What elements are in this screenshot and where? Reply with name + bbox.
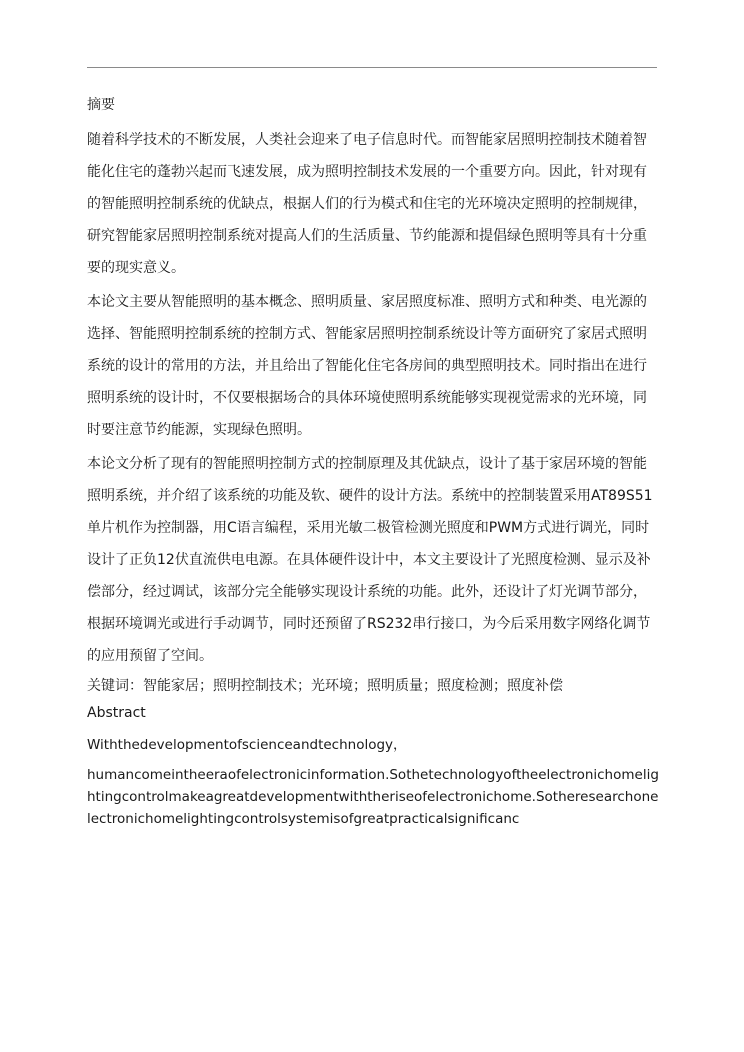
keywords-line: 关键词：智能家居；照明控制技术；光环境；照明质量；照度检测；照度补偿 bbox=[87, 678, 563, 694]
abstract-en-body: humancomeintheeraofelectronicinformation.Sothetechnologyoftheelectronichomelightingcontrolmakeagreatdevelopmentwiththeriseofelectronichome.Sotheresearchonelectronichomelightingcontrolsystemisofgreatpracticalsignificanc bbox=[87, 767, 659, 827]
abstract-cn-heading: 摘要 bbox=[87, 97, 115, 113]
document-body bbox=[87, 92, 659, 830]
header-rule bbox=[87, 67, 657, 68]
abstract-cn-paragraph-2: 本论文主要从智能照明的基本概念、照明质量、家居照度标准、照明方式和种类、电光源的选择、智能照明控制系统的控制方式、智能家居照明控制系统设计等方面研究了家居式照明系统的设计的常用的方法，并且给出了智能化住宅各房间的典型照明技术。同时指出在进行照明系统的设计时，不仅要根据场合的具体环境使照明系统能够实现视觉需求的光环境，同时要注意节约能源，实现绿色照明。 bbox=[87, 294, 647, 438]
abstract-cn-paragraph-3: 本论文分析了现有的智能照明控制方式的控制原理及其优缺点，设计了基于家居环境的智能照明系统，并介绍了该系统的功能及软、硬件的设计方法。系统中的控制装置采用AT89S51单片机作为控制器，用C语言编程，采用光敏二极管检测光照度和PWM方式进行调光，同时设计了正负12伏直流供电电源。在具体硬件设计中，本文主要设计了光照度检测、显示及补偿部分，经过调试，该部分完全能够实现设计系统的功能。此外，还设计了灯光调节部分，根据环境调光或进行手动调节，同时还预留了RS232串行接口，为今后采用数字网络化调节的应用预留了空间。 bbox=[87, 456, 653, 664]
abstract-en-heading: Abstract bbox=[87, 705, 146, 721]
abstract-en-first-line: Withthedevelopmentofscienceandtechnology， bbox=[87, 737, 407, 753]
abstract-cn-paragraph-1: 随着科学技术的不断发展，人类社会迎来了电子信息时代。而智能家居照明控制技术随着智能化住宅的蓬勃兴起而飞速发展，成为照明控制技术发展的一个重要方向。因此，针对现有的智能照明控制系统的优缺点，根据人们的行为模式和住宅的光环境决定照明的控制规律，研究智能家居照明控制系统对提高人们的生活质量、节约能源和提倡绿色照明等具有十分重要的现实意义。 bbox=[87, 132, 647, 276]
